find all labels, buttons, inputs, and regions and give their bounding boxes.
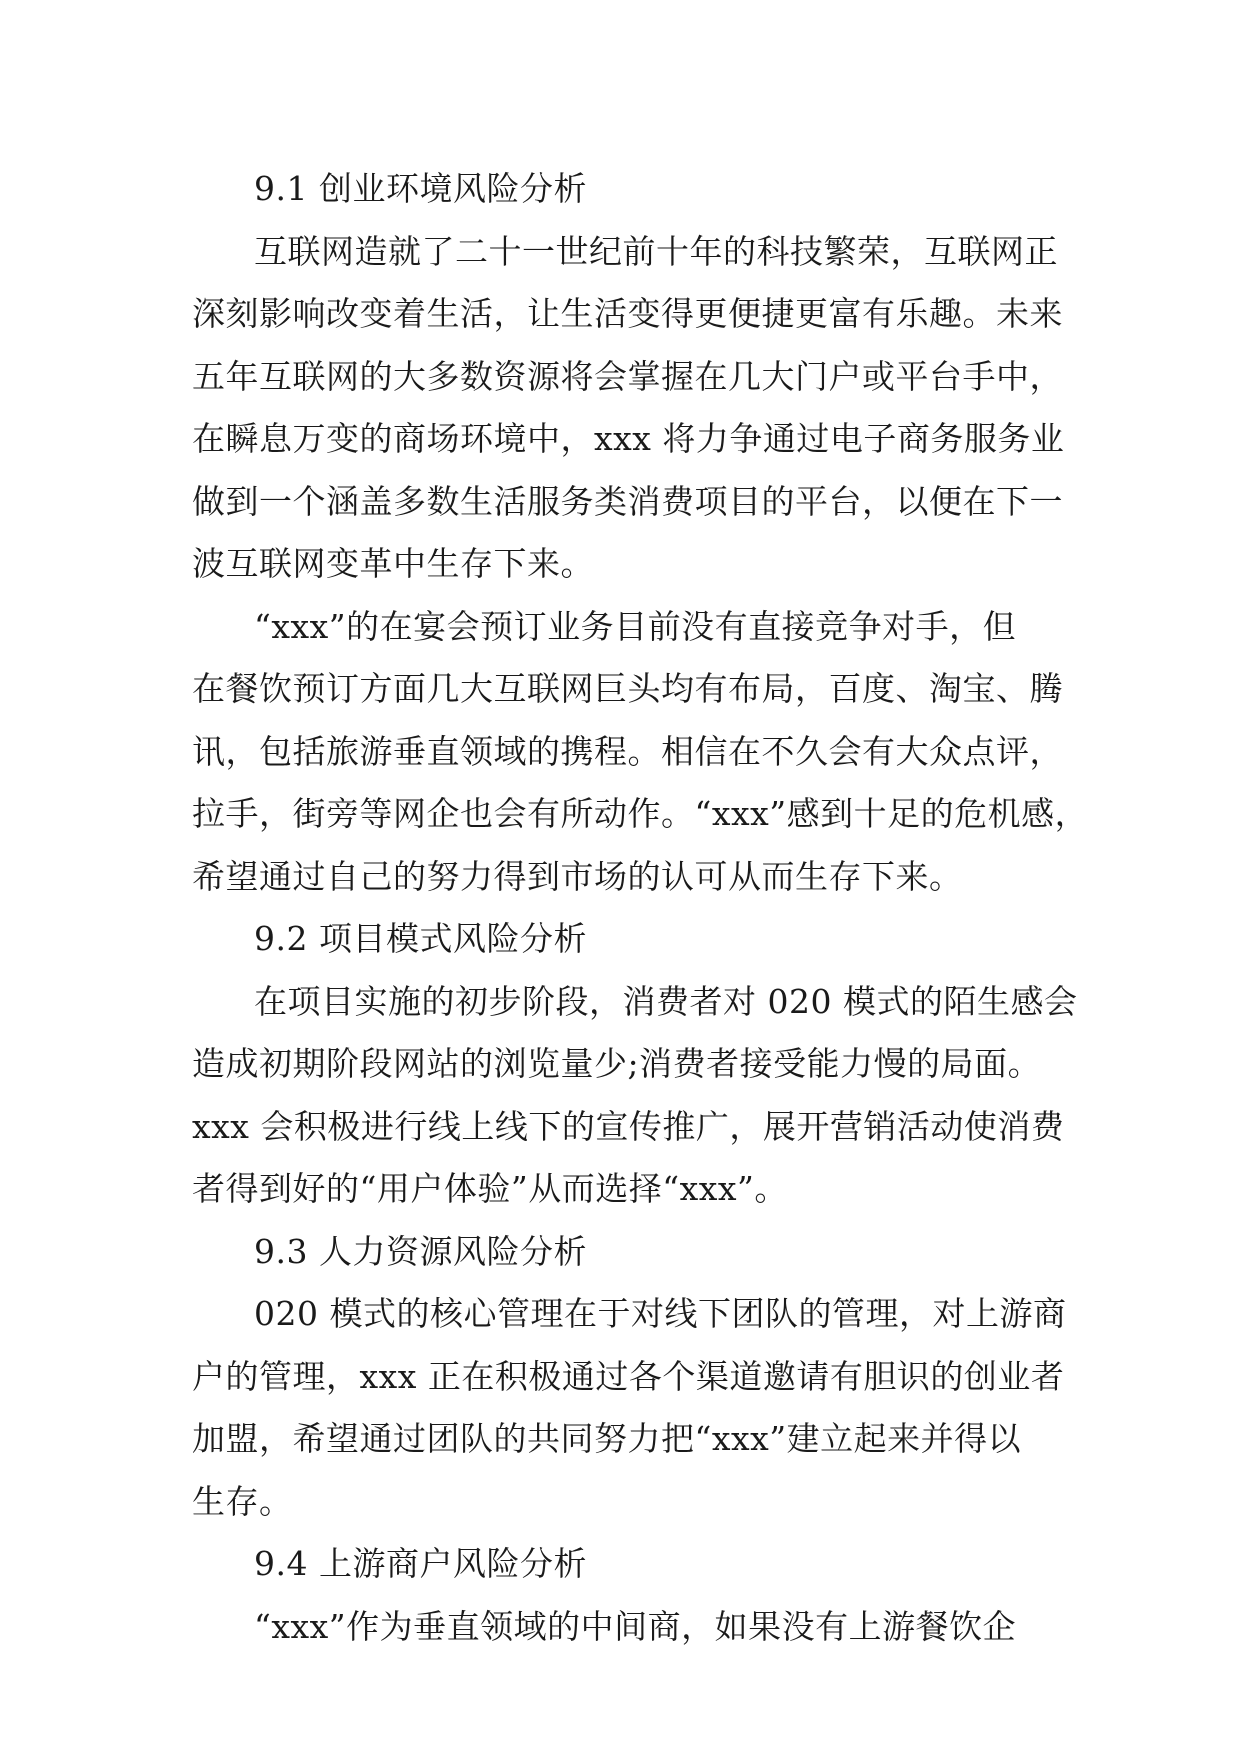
- paragraph-line: 拉手，街旁等网企也会有所动作。“xxx”感到十足的危机感，: [192, 794, 1089, 833]
- section-heading-9-3: 9.3 人力资源风险分析: [254, 1231, 587, 1271]
- paragraph-line: 深刻影响改变着生活，让生活变得更便捷更富有乐趣。未来: [192, 294, 1063, 333]
- paragraph-line: 在项目实施的初步阶段，消费者对 020 模式的陌生感会: [254, 981, 1078, 1021]
- paragraph-line: 加盟，希望通过团队的共同努力把“xxx”建立起来并得以: [192, 1419, 1022, 1458]
- paragraph-line: 讯，包括旅游垂直领域的携程。相信在不久会有大众点评，: [192, 731, 1063, 771]
- paragraph-line: “xxx”的在宴会预订业务目前没有直接竞争对手，但: [254, 606, 1017, 646]
- paragraph-line: 生存。: [192, 1481, 293, 1521]
- section-heading-9-4: 9.4 上游商户风险分析: [254, 1544, 587, 1583]
- paragraph-line: 希望通过自己的努力得到市场的认可从而生存下来。: [192, 856, 963, 896]
- paragraph-line: 做到一个涵盖多数生活服务类消费项目的平台，以便在下一: [192, 481, 1063, 521]
- paragraph-line: 在餐饮预订方面几大互联网巨头均有布局，百度、淘宝、腾: [192, 669, 1063, 708]
- section-heading-9-2: 9.2 项目模式风险分析: [254, 919, 587, 958]
- section-heading-9-1: 9.1 创业环境风险分析: [254, 169, 587, 208]
- paragraph-line: 互联网造就了二十一世纪前十年的科技繁荣，互联网正: [254, 231, 1058, 271]
- paragraph-line: 户的管理，xxx 正在积极通过各个渠道邀请有胆识的创业者: [192, 1356, 1065, 1396]
- paragraph-line: 五年互联网的大多数资源将会掌握在几大门户或平台手中，: [192, 356, 1063, 396]
- paragraph-line: xxx 会积极进行线上线下的宣传推广，展开营销活动使消费: [192, 1106, 1065, 1146]
- paragraph-line: 波互联网变革中生存下来。: [192, 544, 594, 583]
- paragraph-line: “xxx”作为垂直领域的中间商，如果没有上游餐饮企: [254, 1606, 1017, 1646]
- paragraph-line: 在瞬息万变的商场环境中，xxx 将力争通过电子商务服务业: [192, 419, 1065, 458]
- paragraph-line: 造成初期阶段网站的浏览量少;消费者接受能力慢的局面。: [192, 1044, 1042, 1083]
- document-page: [192, 158, 1089, 1658]
- paragraph-line: 者得到好的“用户体验”从而选择“xxx”。: [192, 1169, 788, 1208]
- paragraph-line: 020 模式的核心管理在于对线下团队的管理，对上游商: [254, 1294, 1067, 1333]
